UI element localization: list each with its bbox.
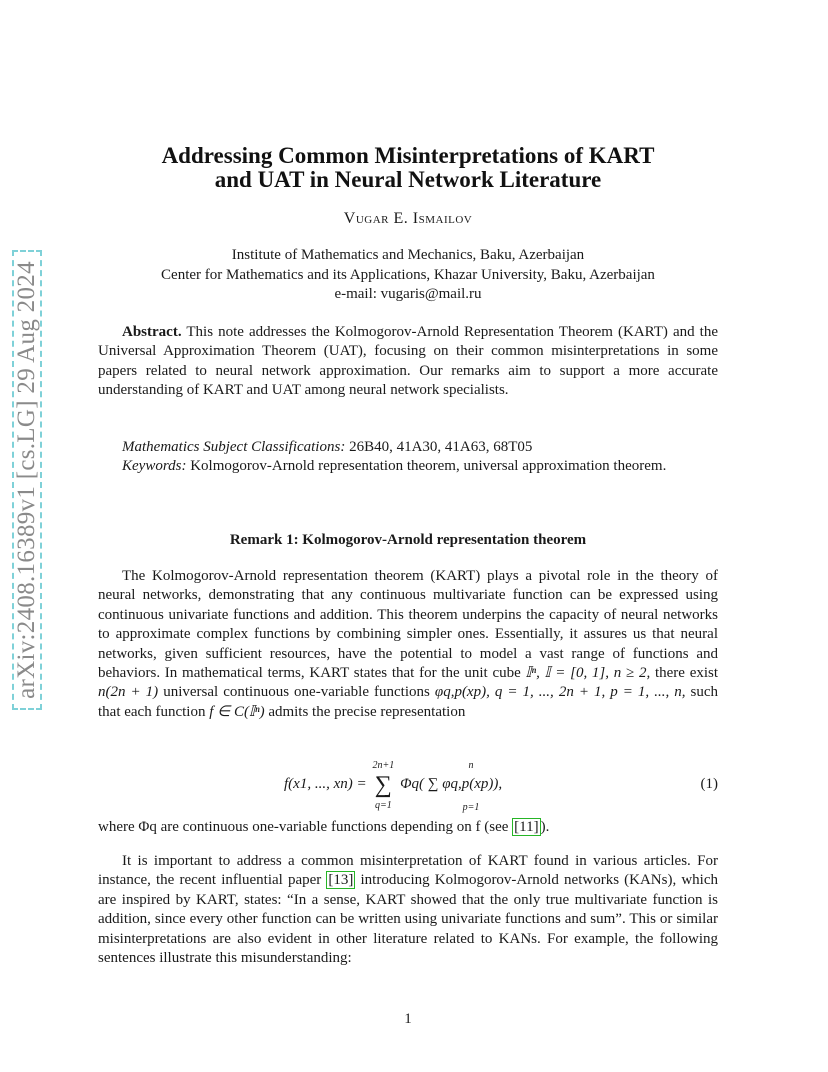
affiliation-email: e-mail: vugaris@mail.ru [334,286,482,302]
p1-text-5: admits the precise representation [264,703,466,720]
where-line [98,818,718,837]
p1-math-2: n(2n + 1) [98,684,159,701]
equation-rhs: Φq( ∑ φq,p(xp)), [400,776,503,792]
msc-value: 26B40, 41A30, 41A63, 68T05 [349,439,533,455]
where-text: where Φq are continuous one-variable functions depending on f (see [98,819,513,835]
msc-line [98,438,718,457]
affiliation-line-1: Institute of Mathematics and Mechanics, Baku, Azerbaijan [231,247,585,263]
section-heading: Remark 1: Kolmogorov-Arnold representation theorem [229,532,587,548]
outer-sum-lower: q=1 [374,800,392,811]
abstract-text: This note addresses the Kolmogorov-Arnold Representation Theorem (KART) and the Universal Approximation Theorem (UAT), focusing on their common misinterpretations in some papers related to neural network approximation. Our remarks aim to support a more accurate understanding of KART and UAT among neural network specialists. [98,324,718,399]
page-number: 1 [404,1011,412,1027]
equation-lhs: f(x1, ..., xn) = [284,776,367,792]
equation-1 [98,758,718,814]
affiliation-line-2: Center for Mathematics and its Applications, Khazar University, Baku, Azerbaijan [161,266,655,283]
arxiv-stamp-text: arXiv:2408.16389v1 [cs.LG] 29 Aug 2024 [13,261,40,699]
citation-link[interactable]: [11] [514,819,539,835]
p1-math-3: φq,p(xp), q = 1, ..., 2n + 1, p = 1, ..., n, [434,684,686,701]
inner-sum-lower: p=1 [462,802,480,813]
equation-body [284,760,503,813]
paragraph-misinterpretation [98,852,718,968]
paper-title [98,144,718,192]
abstract [98,323,718,401]
p1-text-2: there exist [650,665,719,682]
p1-text-4: such that each function [98,684,719,720]
p1-math-4: f ∈ C(𝕀ⁿ) [209,703,265,720]
p2-text-2: introducing Kolmogorov-Arnold networks (KANs), which are inspired by KART, states: “In a sense, KART showed that the only true multivariate function is addition, since every other function can be written using univariate functions and sum”. This or similar misinterpretations are also evident in other literature related to KANs. For example, the following sentences illustrate this misunderstanding: [98,872,718,967]
paragraph-kart [98,567,718,722]
msc-label: Mathematics Subject Classifications: [122,439,346,455]
where-end: ). [540,819,550,835]
p1-text-3: universal continuous one-variable functions [158,684,435,701]
outer-sum-upper: 2n+1 [372,760,395,771]
equation-number: (1) [700,776,718,792]
title-line-1: Addressing Common Misinterpretations of KART [161,143,655,168]
p1-math-1: 𝕀ⁿ, 𝕀 = [0, 1], n ≥ 2, [525,665,651,682]
arxiv-stamp [12,250,42,710]
outer-sum-symbol: ∑ 2n+1 q=1 [370,772,396,799]
citation-link[interactable]: [13] [328,872,354,889]
p1-text-1: The Kolmogorov-Arnold representation theorem (KART) plays a pivotal role in the theory of neural networks, demonstrating that any continuous multivariate function can be expressed using continuous univariate functions and addition. This theorem underpins the capacity of neural networks to approximate complex functions by combining simpler ones. Essentially, it assures us that neural networks, given sufficient resources, have the potential to model a vast range of functions and behaviors. In mathematical terms, KART states that for the unit cube [98,568,718,682]
keywords-value: Kolmogorov-Arnold representation theorem, universal approximation theorem. [190,458,667,475]
title-line-2: and UAT in Neural Network Literature [214,167,602,192]
abstract-label: Abstract. [122,324,182,340]
keywords-label: Keywords: [122,458,187,475]
author-name: Vugar E. Ismailov [343,210,473,227]
keywords-line [98,457,718,476]
affiliation [98,246,718,305]
classifications-block [98,438,718,477]
p2-text-1: It is important to address a common misinterpretation of KART found in various articles. For instance, the recent influential paper [98,853,718,889]
inner-sum-upper: n [468,760,474,771]
